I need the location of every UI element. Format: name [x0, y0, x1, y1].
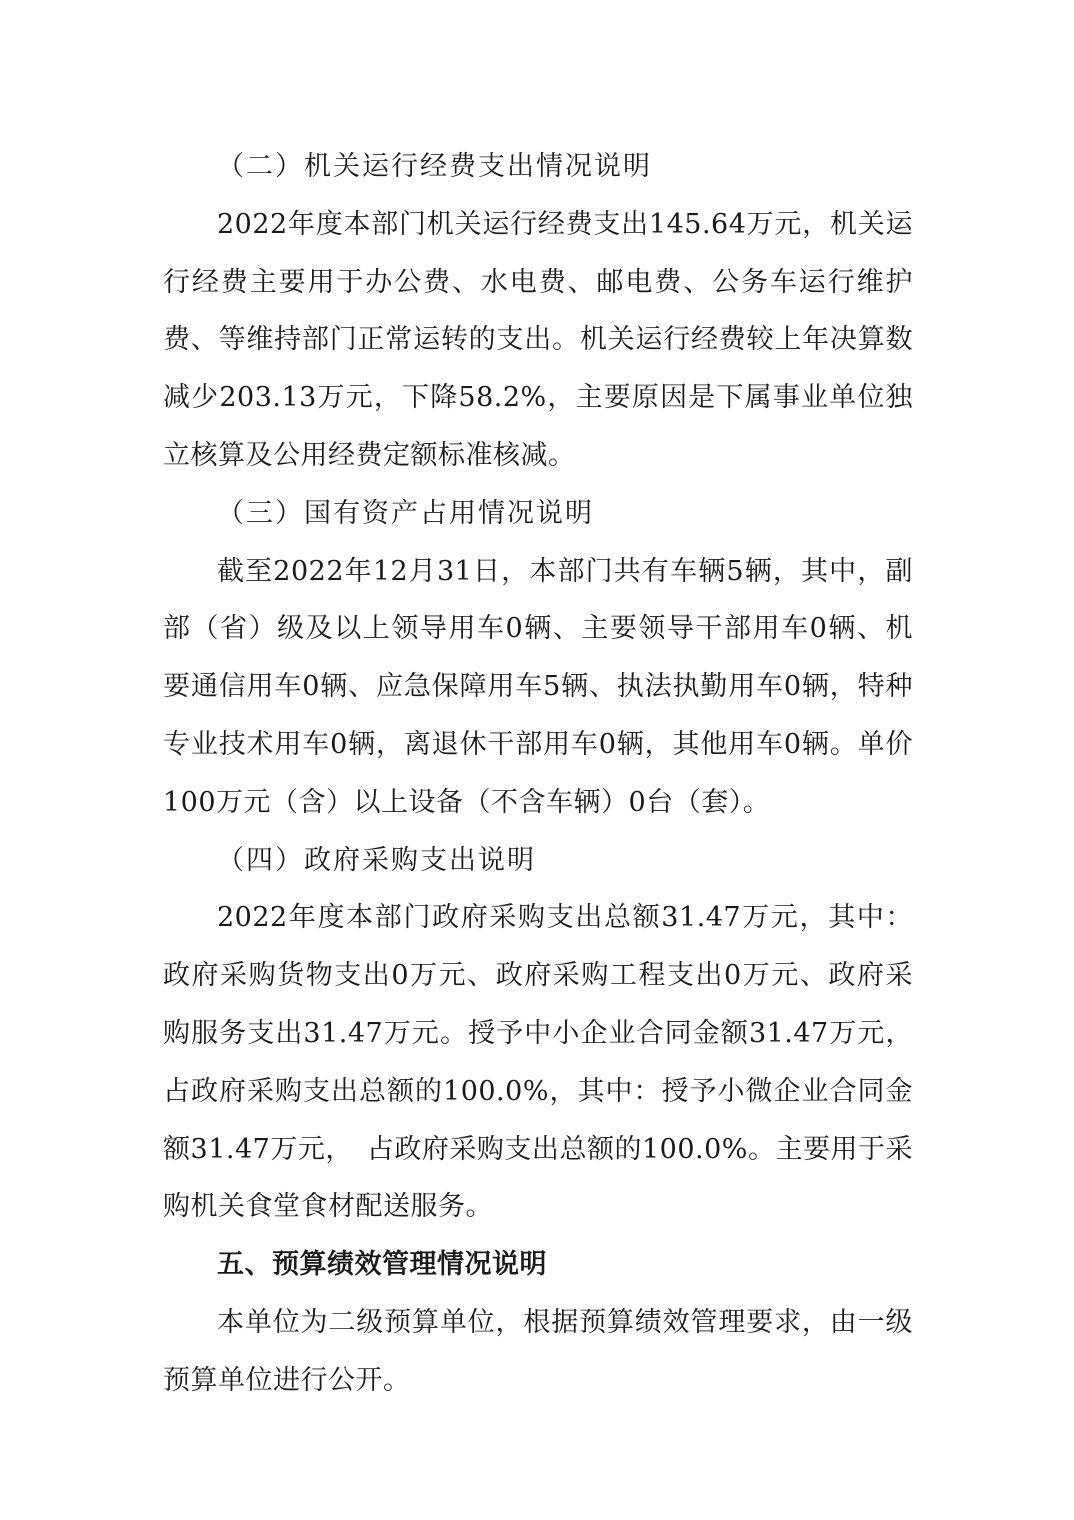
section-heading-procurement: （四）政府采购支出说明 — [217, 844, 536, 876]
section-body-procurement: 2022年度本部门政府采购支出总额31.47万元，其中：政府采购货物支出0万元、政府采购工程支出0万元、政府采购服务支出31.47万元。授予中小企业合同金额31.47万元，占政府采购支出总额的100.0%，其中：授予小微企业合同金额31.47万元， 占政府采购支出总额的100.0%。主要用于采购机关食堂食材配送服务。 — [163, 902, 913, 1223]
section-heading-performance: 五、预算绩效管理情况说明 — [217, 1249, 547, 1281]
section-heading-operating-expenses: （二）机关运行经费支出情况说明 — [217, 151, 652, 182]
section-heading-state-assets: （三）国有资产占用情况说明 — [217, 497, 594, 529]
section-body-performance: 本单位为二级预算单位，根据预算绩效管理要求，由一级预算单位进行公开。 — [163, 1306, 913, 1396]
section-body-state-assets: 截至2022年12月31日，本部门共有车辆5辆，其中，副部（省）级及以上领导用车0辆、主要领导干部用车0辆、机要通信用车0辆、应急保障用车5辆、执法执勤用车0辆，特种专业技术用车0辆，离退休干部用车0辆，其他用车0辆。单价100万元（含）以上设备（不含车辆）0台（套）。 — [163, 555, 913, 818]
document-page — [163, 138, 913, 1410]
section-body-operating-expenses: 2022年度本部门机关运行经费支出145.64万元，机关运行经费主要用于办公费、水电费、邮电费、公务车运行维护费、等维持部门正常运转的支出。机关运行经费较上年决算数减少203.13万元，下降58.2%，主要原因是下属事业单位独立核算及公用经费定额标准核减。 — [163, 208, 913, 471]
